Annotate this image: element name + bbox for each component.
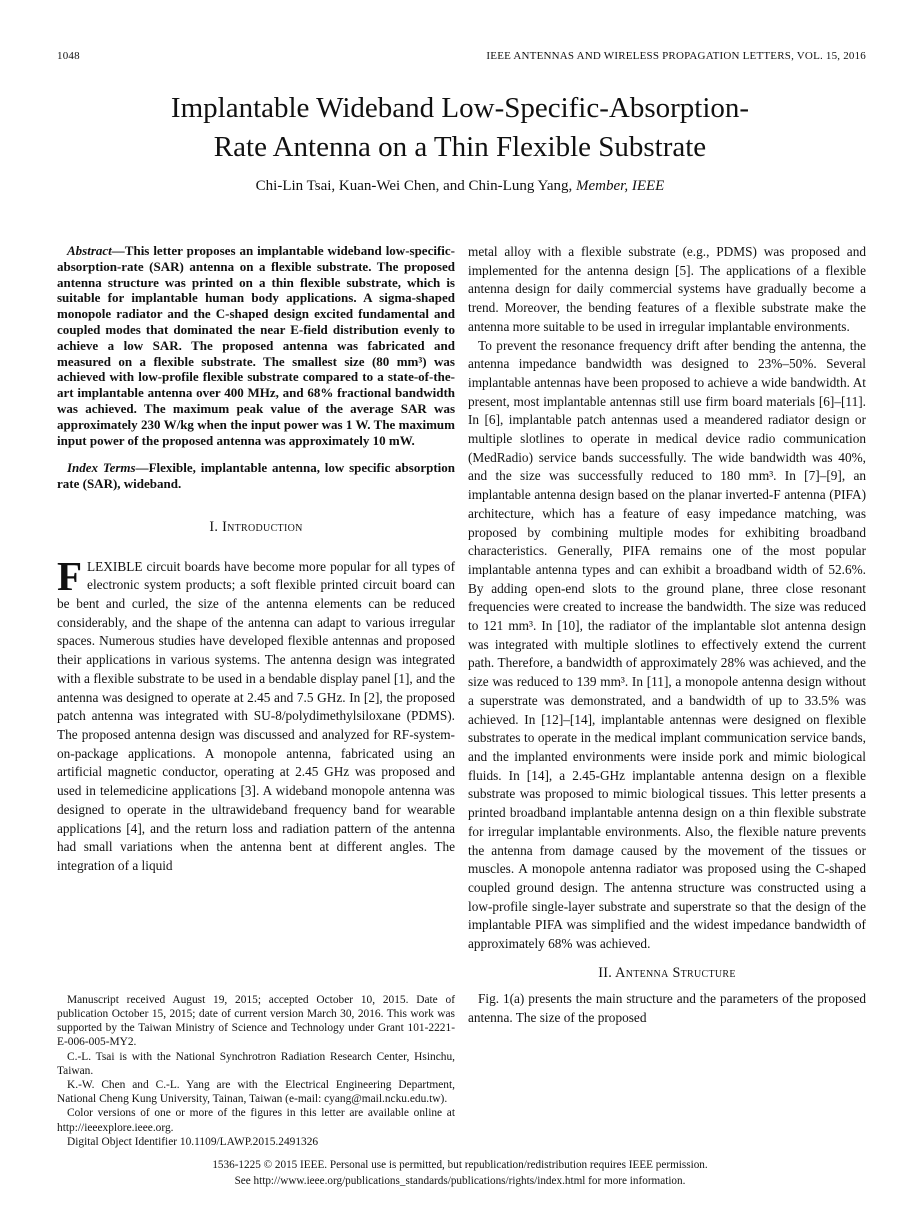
footer-url-line: See http://www.ieee.org/publications_standards/publications/rights/index.html for more information. [234,1174,686,1187]
author-membership: Member, IEEE [576,178,665,194]
intro-dropcap: F [57,552,83,599]
section-heading-antenna-structure: II. Antenna Structure [598,964,736,981]
left-column [57,243,455,1149]
index-terms-paragraph [57,460,455,492]
footnote-affiliation-chen-yang: K.-W. Chen and C.-L. Yang are with the Electrical Engineering Department, National Cheng Kung University, Tainan, Taiwan (e-mail: cyang@mail.ncku.edu.tw). [57,1078,455,1106]
intro-text: LEXIBLE circuit boards have become more popular for all types of electronic system products; a soft flexible printed circuit board can be bent and curled, the size of the antenna elements can be reduced considerably, and the shape of the antenna can adapt to various irregular spaces. Numerous studies have developed flexible antennas and proposed their applications in various systems. The antenna design was integrated with a flexible substrate to be used in a bendable display panel [1], and the antenna was designed to operate at 2.45 and 7.5 GHz. In [2], the proposed patch antenna was integrated with SU-8/polydimethylsiloxane (PDMS). The proposed antenna design was discussed and analyzed for RF-system-on-package applications. A monopole antenna, fabricated using an artificial magnetic conductor, operating at 2.45 GHz was proposed and used in telemedicine applications [3]. A wideband monopole antenna was designed to operate in the ultrawideband frequency band for wearable applications [4], and the return loss and radiation pattern of the antenna had small variations when the antenna bent at different angles. The integration of a liquid [57,558,455,873]
paper-title-line-1: Implantable Wideband Low-Specific-Absorption- [170,92,750,124]
right-paragraph-3: Fig. 1(a) presents the main structure and the parameters of the proposed antenna. The size of the proposed [468,991,866,1026]
authors-line [0,178,920,195]
page-number: 1048 [57,50,80,62]
running-head [57,50,866,62]
footnote-affiliation-tsai: C.-L. Tsai is with the National Synchrotron Radiation Research Center, Hsinchu, Taiwan. [57,1050,455,1077]
footnote-color-versions: Color versions of one or more of the figures in this letter are available online at http://ieeexplore.ieee.org. [57,1107,455,1134]
index-terms-text: Flexible, implantable antenna, low specific absorption rate (SAR), wideband. [57,460,455,492]
footnote-manuscript-history: Manuscript received August 19, 2015; accepted October 10, 2015. Date of publication October 15, 2015; date of current version March 30, 2016. This work was supported by the Taiwan Ministry of Science and Technology under Grant 101-2221-E-006-005-MY2. [57,993,455,1049]
journal-header: IEEE ANTENNAS AND WIRELESS PROPAGATION LETTERS, VOL. 15, 2016 [486,50,866,62]
author-names: Chi-Lin Tsai, Kuan-Wei Chen, and Chin-Lung Yang, [255,178,577,194]
copyright-footer [0,1158,920,1189]
abstract-label: Abstract— [67,243,125,258]
footnote-block [57,993,455,1149]
right-column [468,243,866,1149]
index-terms-label: Index Terms— [67,460,149,476]
two-column-body [57,243,866,1149]
footnote-doi: Digital Object Identifier 10.1109/LAWP.2015.2491326 [67,1135,319,1148]
right-paragraph-2: To prevent the resonance frequency drift after bending the antenna, the antenna impedance bandwidth was designed to 23%–50%. Several implantable antennas have been proposed to achieve a wide bandwidth. At present, most implantable antennas still use firm board materials [6]–[11]. In [6], implantable patch antennas used a meandered radiator design or multiple slotlines to operate in medical device radio communication (MedRadio) service bands successfully. The wide bandwidth was 40%, and the size was successfully reduced to 180 mm³. In [7]–[9], an implantable antenna design based on the planar inverted-F antenna (PIFA) architecture, which has a feature of easy impedance matching, was proposed by combining multiple modes for exhibiting broadband characteristics. Generally, PIFA remains one of the most popular implantable antenna types and can exhibit a broadband width of 52.6%. By adding open-end slots to the ground plane, three close resonant frequencies were created to increase the bandwidth. The size was reduced to 121 mm³. In [10], the radiator of the implantable slot antenna design was integrated with multiple slotlines to effectively extend the current path. Therefore, a bandwidth of approximately 28% was achieved, and the size was reduced to 139 mm³. In [11], a monopole antenna design without a superstrate was demonstrated, and a bandwidth of up to 33.5% was achieved. In [12]–[14], implantable antennas were designed on flexible substrates to operate in the medical implant communication service bands, and the implanted environments were inside pork and mimic biological fluids. In [14], a 2.45-GHz implantable antenna design on a flexible substrate was proposed to mimic biological tissues. This letter presents a printed broadband implantable antenna design on a thin flexible substrate for irregular implantable environments. Also, the flexible nature prevents the antenna from damage caused by the movement of the tissues or muscles. A monopole antenna radiator was proposed using the C-shaped coupled ground design. The antenna structure was constructed using a low-profile single-layer substrate and superstrate so that the design of the implantable PIFA was simplified and the widest impedance bandwidth of approximately 68% was achieved. [468,337,866,952]
footer-copyright-line: 1536-1225 © 2015 IEEE. Personal use is permitted, but republication/redistribution requires IEEE permission. [212,1159,708,1171]
section-heading-introduction: I. Introduction [209,518,303,535]
paper-title-line-2: Rate Antenna on a Thin Flexible Substrate [213,131,707,163]
abstract-paragraph [57,243,455,448]
abstract-text: This letter proposes an implantable wideband low-specific-absorption-rate (SAR) antenna on a flexible substrate. The proposed antenna structure was printed on a thin flexible substrate, which is suitable for implantable human body applications. A sigma-shaped monopole radiator and the C-shaped design excited fundamental and coupled modes that dominated the near E-field distribution evenly to achieve a low SAR. The proposed antenna was fabricated and measured on a flexible substrate. The smallest size (80 mm³) was achieved with low-profile flexible substrate compared to a state-of-the-art implantable antenna over 400 MHz, and 68% fractional bandwidth was achieved. The maximum peak value of the average SAR was approximately 230 W/kg when the input power was 1 W. The maximum input power of the proposed antenna was approximately 10 mW. [57,243,455,448]
introduction-paragraph [57,552,455,876]
right-paragraph-1: metal alloy with a flexible substrate (e.g., PDMS) was proposed and implemented for the antenna design [5]. The applications of a flexible antenna design for daily commercial systems have gradually become a trend. Moreover, the bending features of a flexible substrate make the antenna more suitable to be used in irregular implantable environments. [468,244,866,334]
paper-title [0,89,920,167]
title-block [0,89,920,195]
